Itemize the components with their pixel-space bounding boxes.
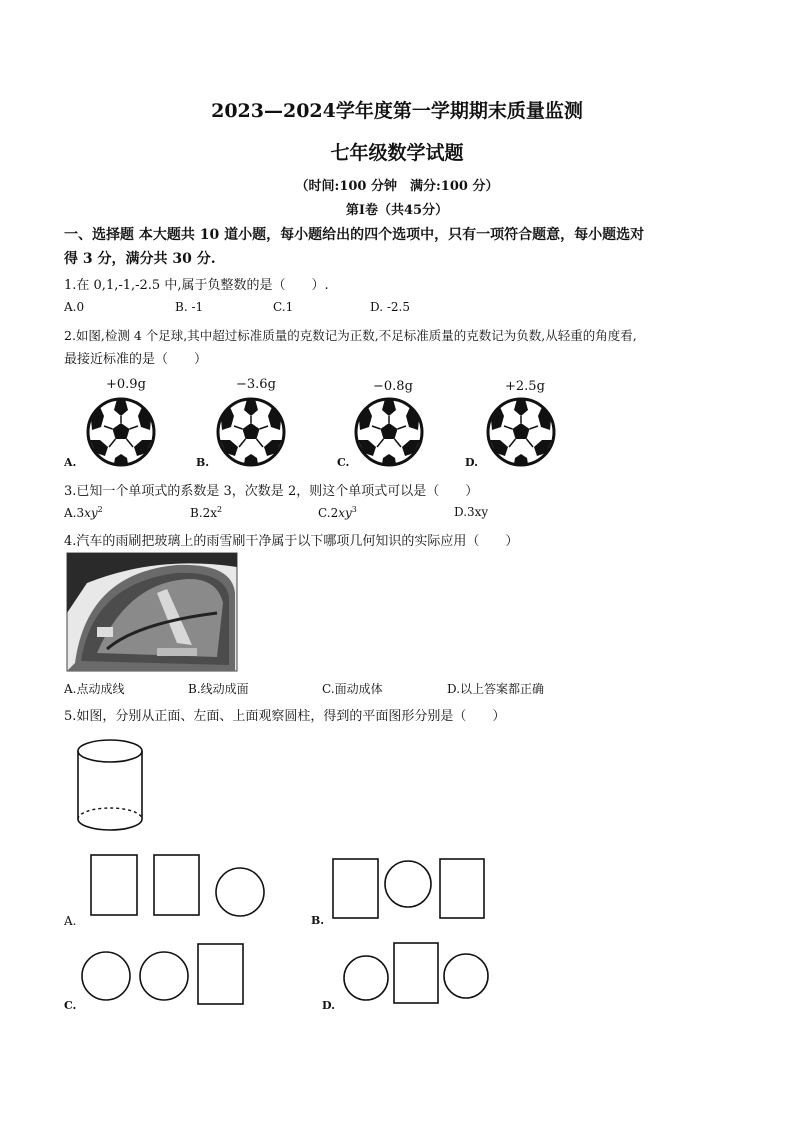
q4-option-b: B.线动成面: [188, 682, 249, 696]
exam-subtitle: 七年级数学试题: [330, 142, 464, 164]
question-4-stem: 4.汽车的雨刷把玻璃上的雨雪刷干净属于以下哪项几何知识的实际应用（ ）: [64, 534, 519, 549]
soccer-ball-d: [488, 399, 554, 465]
q3-option-b: $B.2x^2$: [190, 505, 223, 520]
q3-option-a: $A.3xy^2$: [64, 505, 103, 520]
q4-option-c: C.面动成体: [322, 682, 383, 696]
q3-option-d: D.3xy: [454, 505, 489, 519]
ball-b-weight: −3.6g: [236, 377, 276, 392]
exam-title: 2023—2024学年度第一学期期末质量监测: [211, 100, 583, 122]
time-info: （时间:100 分钟 满分:100 分）: [295, 179, 499, 194]
q5-option-c-label: C.: [64, 999, 77, 1012]
ball-d-weight: +2.5g: [505, 379, 545, 394]
section-heading-line2: 得 3 分，满分共 30 分.: [64, 251, 216, 267]
question-3-stem: 3.已知一个单项式的系数是 3，次数是 2，则这个单项式可以是（ ）: [64, 484, 479, 499]
q3-option-c: $C.2xy^3$: [318, 505, 357, 520]
soccer-balls-figure: [0, 392, 794, 472]
q4-option-a: A.点动成线: [64, 682, 125, 696]
question-5-stem: 5.如图，分别从正面、左面、上面观察圆柱，得到的平面图形分别是（ ）: [64, 709, 506, 724]
q5-option-c-shapes: [80, 940, 260, 1010]
question-2-stem-line2: 最接近标准的是（ ）: [64, 352, 208, 367]
q5-option-a-label: A.: [64, 914, 77, 928]
windshield-wiper-photo: [67, 553, 237, 671]
q4-option-d: D.以上答案都正确: [447, 682, 545, 696]
ball-a-label: A.: [64, 456, 77, 469]
cylinder-figure: [74, 735, 154, 835]
soccer-ball-b: [218, 399, 284, 465]
q5-option-b-label: B.: [311, 914, 325, 927]
ball-d-label: D.: [465, 456, 478, 469]
q5-option-b-shapes: [330, 852, 510, 922]
q1-option-b: B. -1: [175, 300, 204, 314]
q1-option-d: D. -2.5: [370, 300, 410, 314]
q5-option-d-label: D.: [322, 999, 335, 1012]
soccer-ball-c: [356, 399, 422, 465]
volume-heading: 第Ⅰ卷（共45分）: [345, 203, 449, 218]
q1-option-a: A.0: [64, 300, 85, 314]
question-1-stem: 1.在 0,1,-1,-2.5 中,属于负整数的是（ ）.: [64, 278, 329, 293]
ball-c-label: C.: [337, 456, 350, 469]
section-heading-line1: 一、选择题 本大题共 10 道小题，每小题给出的四个选项中，只有一项符合题意，每小题选对: [64, 227, 645, 243]
q5-option-d-shapes: [342, 940, 522, 1010]
ball-c-weight: −0.8g: [373, 379, 413, 394]
question-2-stem-line1: 2.如图,检测 4 个足球,其中超过标准质量的克数记为正数,不足标准质量的克数记为负数,从轻重的角度看,: [64, 328, 637, 343]
ball-b-label: B.: [196, 456, 210, 469]
ball-a-weight: +0.9g: [106, 377, 146, 392]
q5-option-a-shapes: [88, 852, 288, 922]
q1-option-c: C.1: [273, 300, 294, 314]
soccer-ball-a: [88, 399, 154, 465]
